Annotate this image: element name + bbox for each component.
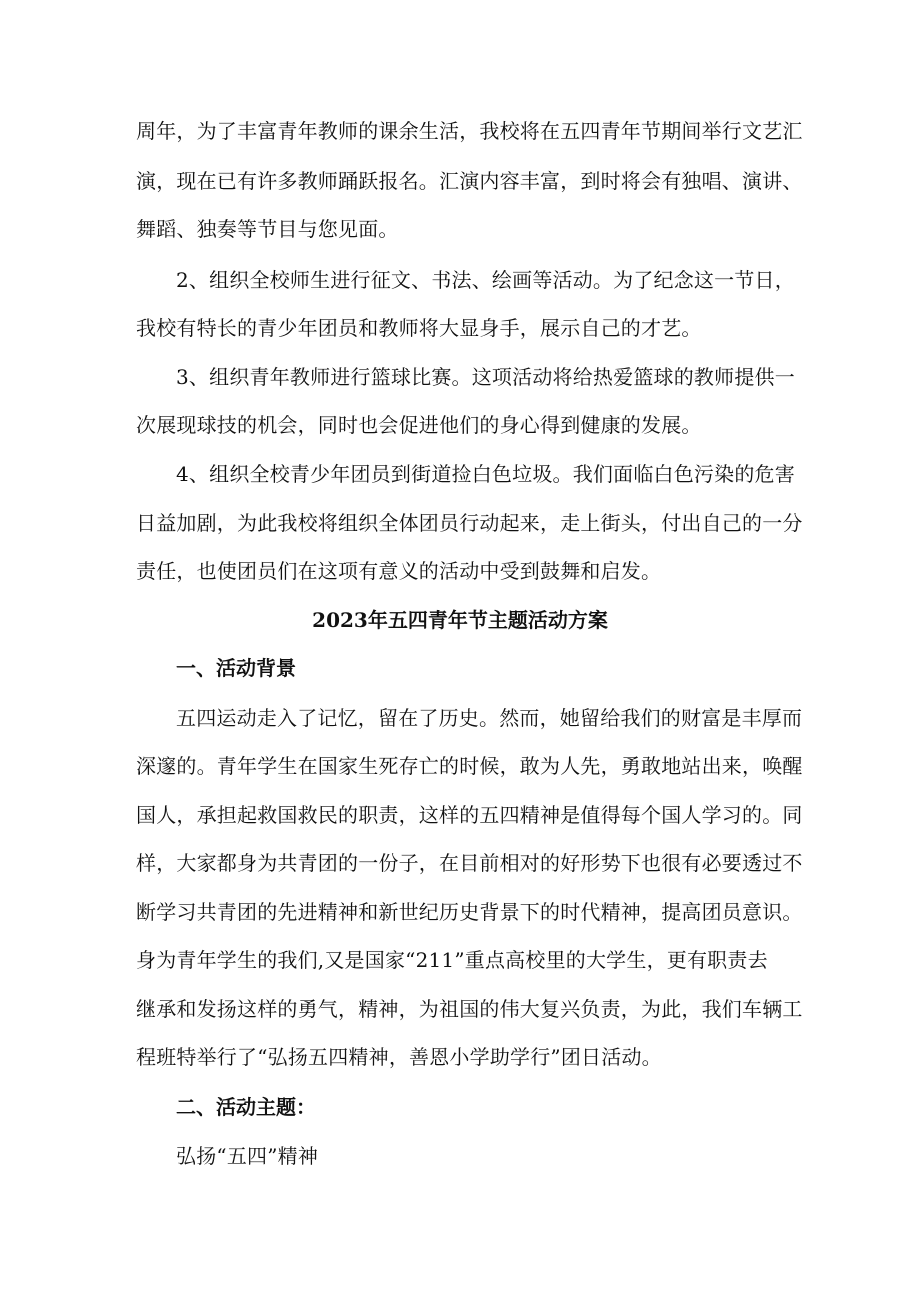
background-paragraph-line: 深邃的。青年学生在国家生死存亡的时候，敢为人先，勇敢地站出来，唤醒 xyxy=(136,754,803,778)
list-item-3-line: 次展现球技的机会，同时也会促进他们的身心得到健康的发展。 xyxy=(136,413,702,437)
list-item-4-line: 4、组织全校青少年团员到街道捡白色垃圾。我们面临白色污染的危害 xyxy=(176,462,795,486)
paragraph-line: 演，现在已有许多教师踊跃报名。汇演内容丰富，到时将会有独唱、演讲、 xyxy=(136,169,803,193)
list-item-4-line: 日益加剧，为此我校将组织全体团员行动起来，走上街头，付出自己的一分 xyxy=(136,511,803,535)
background-paragraph-line: 五四运动走入了记忆，留在了历史。然而，她留给我们的财富是丰厚而 xyxy=(176,706,803,730)
background-paragraph-line: 断学习共青团的先进精神和新世纪历史背景下的时代精神，提高团员意识。 xyxy=(136,900,803,924)
theme-content: 弘扬“五四”精神 xyxy=(176,1144,319,1168)
section-heading-background: 一、活动背景 xyxy=(176,656,296,680)
background-paragraph-line: 身为青年学生的我们,又是国家“211”重点高校里的大学生，更有职责去 xyxy=(136,948,768,972)
paragraph-line: 周年，为了丰富青年教师的课余生活，我校将在五四青年节期间举行文艺汇 xyxy=(136,119,803,143)
list-item-4-line: 责任，也使团员们在这项有意义的活动中受到鼓舞和启发。 xyxy=(136,559,662,583)
list-item-2-line: 2、组织全校师生进行征文、书法、绘画等活动。为了纪念这一节日， xyxy=(176,268,795,292)
section-heading-theme: 二、活动主题： xyxy=(176,1095,316,1119)
background-paragraph-line: 继承和发扬这样的勇气，精神，为祖国的伟大复兴负责，为此，我们车辆工 xyxy=(136,997,803,1021)
document-title: 2023年五四青年节主题活动方案 xyxy=(312,608,608,632)
background-paragraph-line: 样，大家都身为共青团的一份子，在目前相对的好形势下也很有必要透过不 xyxy=(136,851,803,875)
background-paragraph-line: 国人，承担起救国救民的职责，这样的五四精神是值得每个国人学习的。同 xyxy=(136,803,803,827)
list-item-2-line: 我校有特长的青少年团员和教师将大显身手，展示自己的才艺。 xyxy=(136,316,702,340)
background-paragraph-line: 程班特举行了“弘扬五四精神，善恩小学助学行”团日活动。 xyxy=(136,1045,662,1069)
list-item-3-line: 3、组织青年教师进行篮球比赛。这项活动将给热爱篮球的教师提供一 xyxy=(176,365,795,389)
paragraph-line: 舞蹈、独奏等节目与您见面。 xyxy=(136,217,399,241)
